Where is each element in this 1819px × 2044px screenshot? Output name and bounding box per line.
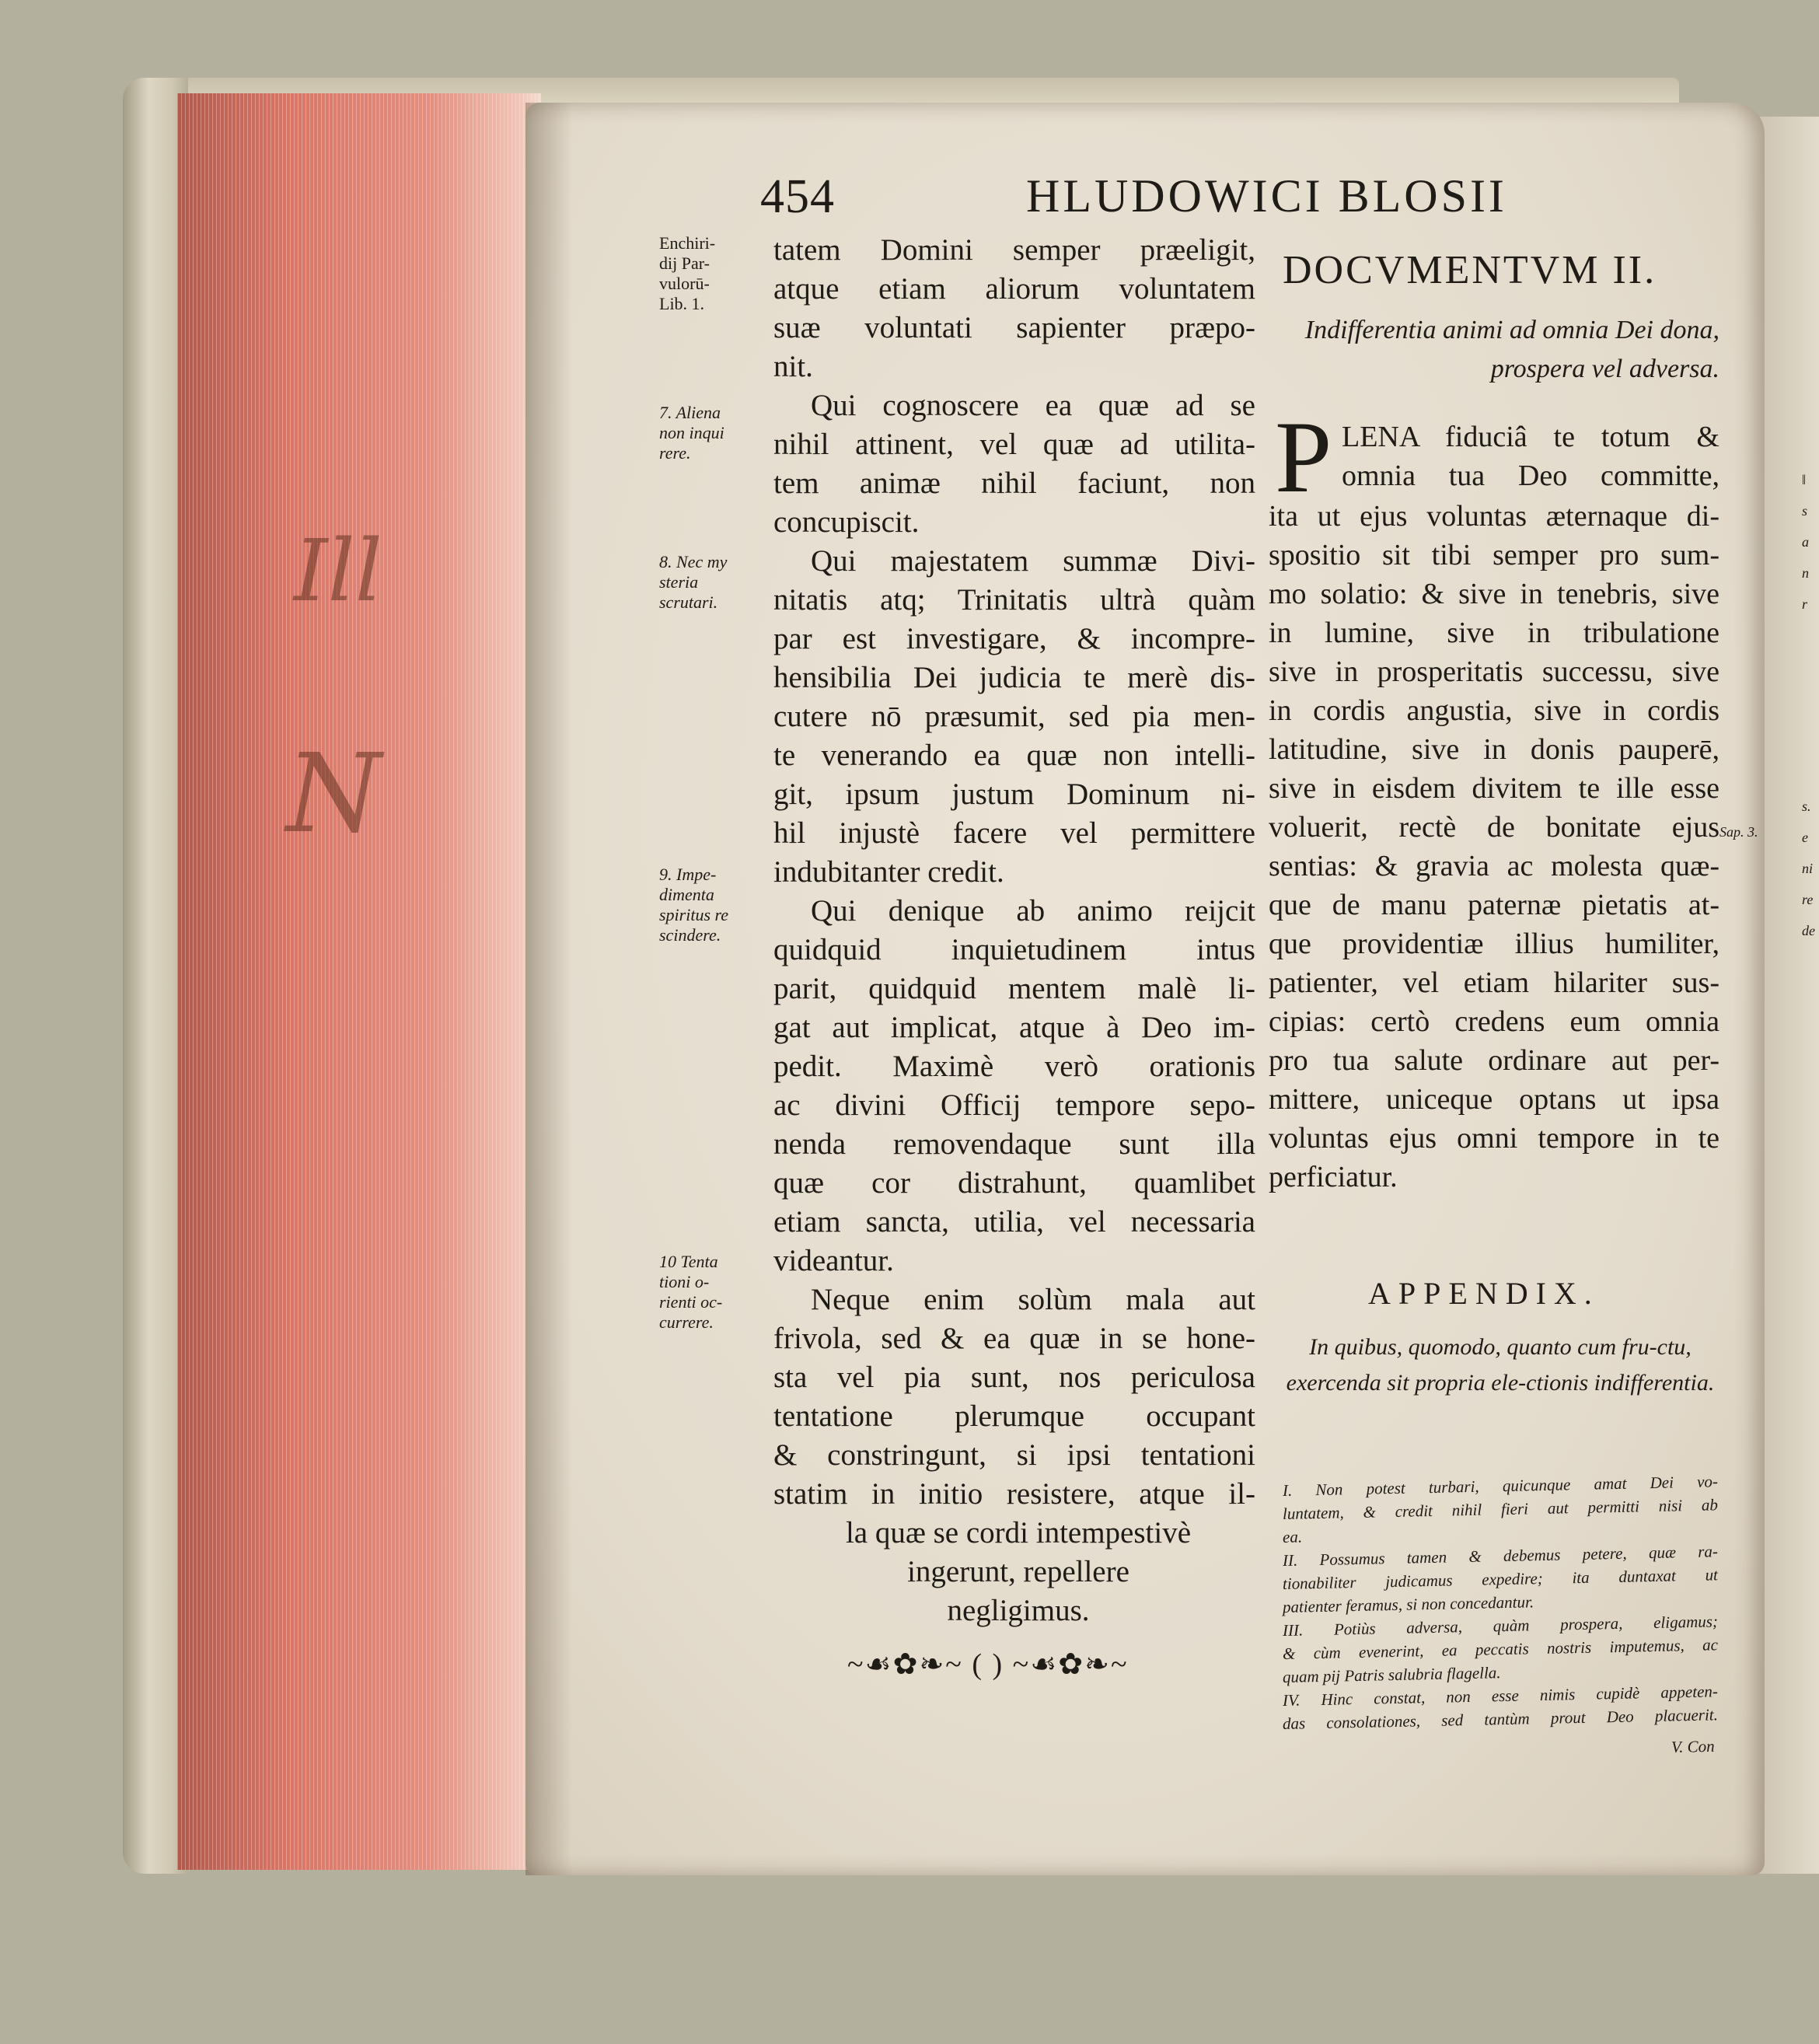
- text-line: nitatis atq; Trinitatis ultrà quàm: [773, 583, 1255, 617]
- appendix-line: tionabiliter judicamus expedire; ita duntaxat ut: [1282, 1565, 1719, 1593]
- text-line: Qui majestatem summæ Divi-: [811, 544, 1255, 578]
- appendix-line: II. Possumus tamen & debemus petere, quæ ra-: [1282, 1542, 1719, 1570]
- running-title: HLUDOWICI BLOSII: [1026, 170, 1507, 222]
- margin-note: Enchiri- dij Par- vulorū- Lib. 1.: [659, 233, 716, 313]
- text-line: omnia tua Deo committe,: [1342, 459, 1719, 492]
- appendix-line: ea.: [1282, 1527, 1303, 1546]
- text-line: perficiatur.: [1269, 1161, 1398, 1193]
- text-line: latitudine, sive in donis pauperē,: [1269, 733, 1719, 766]
- edge-mark-lower: N: [286, 731, 382, 858]
- text-line: voluntas ejus omni tempore in te: [1269, 1122, 1719, 1155]
- appendix-line: luntatem, & credit nihil fieri aut permitti nisi ab: [1282, 1495, 1719, 1523]
- text-line: pro tua salute ordinare aut per-: [1269, 1044, 1719, 1077]
- text-line: quæ cor distrahunt, quamlibet: [773, 1166, 1255, 1200]
- text-line: te venerando ea quæ non intelli-: [773, 739, 1255, 772]
- text-line: concupiscit.: [773, 505, 920, 539]
- facing-page-fragment: s.: [1802, 798, 1811, 814]
- text-line: tatem Domini semper præeligit,: [773, 233, 1255, 267]
- margin-note: 9. Impe- dimenta spiritus re scindere.: [659, 865, 729, 945]
- gutter-shadow: [525, 103, 572, 1875]
- page-number: 454: [760, 170, 835, 223]
- printer-ornament: ~☙✿❧~ ( ) ~☙✿❧~: [847, 1648, 1129, 1681]
- drop-cap: P: [1275, 400, 1332, 514]
- text-line: mittere, uniceque optans ut ipsa: [1269, 1083, 1719, 1116]
- facing-page-edge: [1758, 117, 1819, 1874]
- appendix-line: patienter feramus, si non concedantur.: [1282, 1592, 1534, 1616]
- text-line: videantur.: [773, 1244, 894, 1277]
- appendix-line: I. Non potest turbari, quicunque amat Dei vo-: [1282, 1472, 1719, 1500]
- text-line: gat aut implicat, atque à Deo im-: [773, 1011, 1255, 1044]
- appendix-line: quam pij Patris salubria flagella.: [1282, 1663, 1501, 1686]
- text-line: ita ut ejus voluntas æternaque di-: [1269, 500, 1719, 533]
- text-line: cipias: certò credens eum omnia: [1269, 1005, 1719, 1038]
- text-line: frivola, sed & ea quæ in se hone-: [773, 1322, 1255, 1355]
- facing-page-fragment: de: [1802, 923, 1815, 938]
- appendix-line: IV. Hinc constat, non esse nimis cupidè appeten-: [1282, 1682, 1719, 1710]
- text-line: sentias: & gravia ac molesta quæ-: [1269, 850, 1719, 882]
- text-line: etiam sancta, utilia, vel necessaria: [773, 1205, 1255, 1239]
- text-line: voluerit, rectè de bonitate ejus: [1269, 811, 1719, 844]
- text-line: quidquid inquietudinem intus: [773, 933, 1255, 966]
- appendix-line: & cùm evenerint, ea peccatis nostris imputemus, ac: [1282, 1635, 1719, 1663]
- text-line: nenda removendaque sunt illa: [773, 1127, 1255, 1161]
- margin-reference: Sap. 3.: [1719, 824, 1758, 840]
- text-line: Qui cognoscere ea quæ ad se: [811, 389, 1255, 422]
- text-line: LENA fiduciâ te totum &: [1342, 421, 1719, 453]
- text-line: Neque enim solùm mala aut: [811, 1283, 1255, 1316]
- text-line: in cordis angustia, sive in cordis: [1269, 694, 1719, 727]
- text-line: atque etiam aliorum voluntatem: [773, 272, 1255, 306]
- text-line: Qui denique ab animo reijcit: [811, 894, 1255, 928]
- text-line: que de manu paternæ pietatis at-: [1269, 889, 1719, 921]
- red-page-edges: [177, 93, 541, 1870]
- appendix-subtitle: In quibus, quomodo, quanto cum fru-ctu, exercenda sit propria ele-ctionis indifferentia.: [1286, 1334, 1715, 1396]
- text-line: hensibilia Dei judicia te merè dis-: [773, 661, 1255, 694]
- text-line: sta vel pia sunt, nos periculosa: [773, 1361, 1255, 1394]
- facing-page-fragment: re: [1802, 892, 1814, 907]
- text-line: statim in initio resistere, atque il-: [773, 1477, 1255, 1511]
- text-line: tentatione plerumque occupant: [773, 1399, 1255, 1433]
- text-line: suæ voluntati sapienter præpo-: [773, 311, 1255, 344]
- appendix-line: III. Potiùs adversa, quàm prospera, eligamus;: [1282, 1612, 1719, 1640]
- facing-page-fragment: ni: [1802, 861, 1814, 876]
- text-line: parit, quidquid mentem malè li-: [773, 972, 1255, 1005]
- text-line: in lumine, sive in tribulatione: [1269, 617, 1719, 649]
- text-line: que providentiæ illius humiliter,: [1269, 928, 1719, 960]
- text-line: hil injustè facere vel permittere: [773, 816, 1255, 850]
- text-line: patienter, vel etiam hilariter sus-: [1269, 966, 1719, 999]
- text-line: ac divini Officij tempore sepo-: [773, 1088, 1255, 1122]
- text-line: & constringunt, si ipsi tentationi: [773, 1438, 1255, 1472]
- appendix-line: V. Con: [1671, 1736, 1715, 1756]
- text-line: nihil attinent, vel quæ ad utilita-: [773, 428, 1255, 461]
- margin-note: 7. Aliena non inqui rere.: [659, 403, 724, 463]
- text-line: la quæ se cordi intempestivè: [845, 1516, 1192, 1550]
- facing-page-fragment: r: [1802, 596, 1808, 612]
- text-line: mo solatio: & sive in tenebris, sive: [1269, 578, 1719, 610]
- text-line: nit.: [773, 350, 813, 383]
- facing-page-fragment: s: [1802, 503, 1808, 519]
- appendix-line: das consolationes, sed tantùm prout Deo placuerit.: [1282, 1705, 1719, 1733]
- text-line: ingerunt, repellere: [907, 1555, 1129, 1588]
- text-line: pedit. Maximè verò orationis: [773, 1050, 1255, 1083]
- text-line: sive in prosperitatis successu, sive: [1269, 655, 1719, 688]
- facing-page-fragment: a: [1802, 534, 1809, 550]
- text-line: par est investigare, & incompre-: [773, 622, 1255, 655]
- facing-page-fragment: ǁ: [1802, 472, 1807, 487]
- text-line: negligimus.: [947, 1594, 1090, 1627]
- text-line: tem animæ nihil faciunt, non: [773, 466, 1255, 500]
- margin-note: 10 Tenta tioni o- rienti oc- currere.: [659, 1252, 723, 1332]
- margin-note: 8. Nec my steria scrutari.: [659, 552, 728, 612]
- facing-page-fragment: e: [1802, 830, 1808, 845]
- edge-mark-upper: Ill: [294, 521, 382, 620]
- appendix-title: APPENDIX.: [1368, 1276, 1600, 1311]
- section-subtitle: Indifferentia animi ad omnia Dei dona, prospera vel adversa.: [1304, 316, 1719, 383]
- section-title: DOCVMENTVM II.: [1283, 248, 1657, 292]
- text-line: git, ipsum justum Dominum ni-: [773, 777, 1255, 811]
- text-line: indubitanter credit.: [773, 855, 1004, 889]
- text-line: sive in eisdem divitem te ille esse: [1269, 772, 1719, 805]
- facing-page-fragment: n: [1802, 565, 1809, 581]
- text-line: spositio sit tibi semper pro sum-: [1269, 539, 1719, 571]
- text-line: cutere nō præsumit, sed pia men-: [773, 700, 1255, 733]
